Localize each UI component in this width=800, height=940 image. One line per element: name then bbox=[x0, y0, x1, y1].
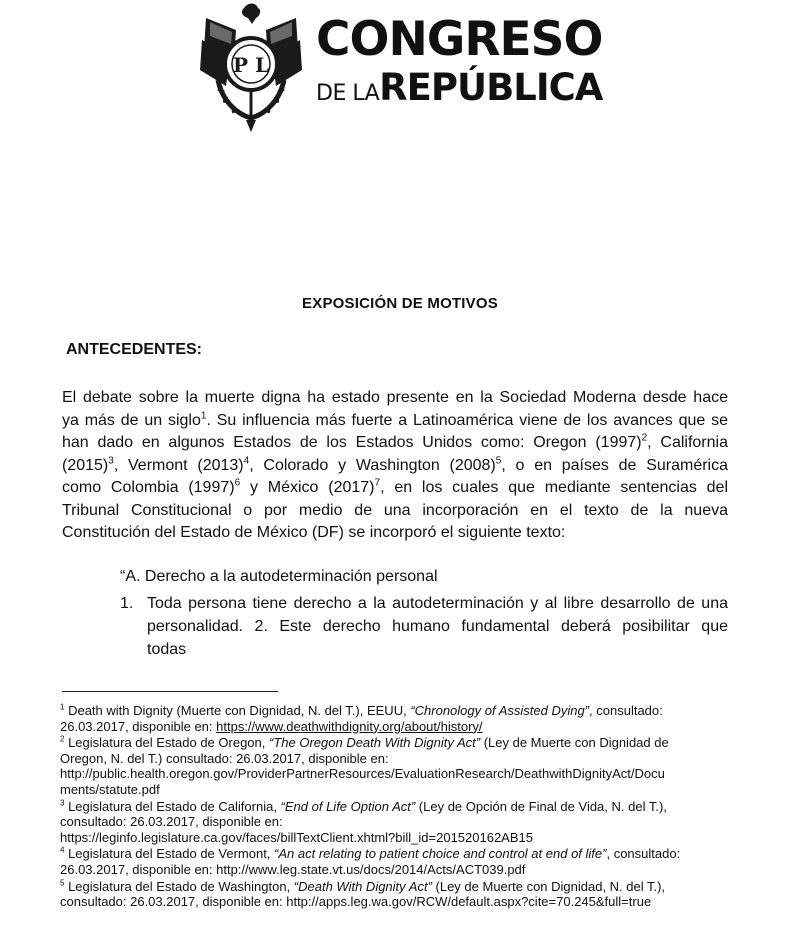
footnotes bbox=[60, 703, 740, 911]
wordmark-de-la: DE LA bbox=[316, 81, 380, 106]
footnote-ref[interactable]: 2 bbox=[641, 432, 648, 444]
paragraph-line: como Colombia $(1997)^6$ y México $(2017)^7$, en los cuales que mediante sentencias del bbox=[62, 477, 729, 496]
footnote-ref[interactable]: 4 bbox=[243, 455, 250, 467]
footnote-ref[interactable]: 6 bbox=[234, 477, 241, 489]
paragraph-line: han dado en algunos Estados de los Estados Unidos como: Oregon $(1997)^2$, California bbox=[62, 432, 728, 451]
seal-monogram: P L bbox=[232, 53, 270, 77]
paragraph-line: ya más de un siglo$^1$. Su influencia más fuerte a Latinoamérica viene de los avances que se bbox=[62, 410, 729, 429]
footnote: $^5$ Legislatura del Estado de Washington, “Death With Dignity Act” (Ley de Muerte con Dignidad, N. del T.), consultado: 26.03.2017, disponible en: http://apps.leg.wa.gov/RCW/default.aspx?cite=70.245&full=true bbox=[60, 878, 666, 910]
footnote-ref[interactable]: 3 bbox=[108, 455, 114, 467]
footnote-ref[interactable]: 5 bbox=[495, 455, 502, 467]
footnote-divider bbox=[62, 691, 278, 692]
footnote-link[interactable]: https://leginfo.legislature.ca.gov/faces/billTextClient.xhtml?bill_id=201520162AB15 bbox=[60, 829, 533, 845]
wordmark-republica: REPÚBLICA bbox=[379, 66, 603, 109]
paragraph-line: El debate sobre la muerte digna ha estado presente en la Sociedad Moderna desde hace bbox=[62, 389, 728, 406]
wordmark-congreso: CONGRESO bbox=[316, 12, 603, 67]
body-paragraph bbox=[62, 387, 728, 545]
list-line: personalidad. 2. Este derecho humano fundamental deberá posibilitar que bbox=[147, 618, 728, 635]
letterhead bbox=[196, 0, 616, 135]
paragraph-line: Tribunal Constitucional o por medio de una incorporación en el texto de la nueva bbox=[62, 501, 728, 519]
wordmark-republica-line bbox=[316, 68, 616, 116]
footnote-link[interactable]: https://www.deathwithdignity.org/about/history/ bbox=[216, 718, 483, 734]
footnote-ref[interactable]: 7 bbox=[374, 477, 381, 489]
footnote-ref[interactable]: 1 bbox=[200, 410, 207, 422]
section-heading: ANTECEDENTES: bbox=[66, 341, 203, 358]
list-text bbox=[147, 592, 728, 661]
list-line: Toda persona tiene derecho a la autodeterminación y al libre desarrollo de una bbox=[147, 595, 728, 612]
paragraph-line: Constitución del Estado de México (DF) se incorporó el siguiente texto: bbox=[62, 524, 566, 541]
list-line: todas bbox=[147, 641, 187, 658]
footnote: $^2$ Legislatura del Estado de Oregon, “The Oregon Death With Dignity Act” (Ley de Muerte con Dignidad de Oregon, N. del T.) consultado: 26.03.2017, disponible en: http://public.health.oregon.gov/ProviderPartnerResources/EvaluationResearch/DeathwithDignityAct/Docu ments/statute.pdf bbox=[60, 735, 740, 797]
footnote: $^4$ Legislatura del Estado de Vermont, “An act relating to patient choice and control at end of life”, consultado: 26.03.2017, disponible en: http://www.leg.state.vt.us/docs/2014/Acts/ACT039.pdf bbox=[60, 846, 681, 877]
coat-of-arms-icon bbox=[196, 0, 306, 135]
quote-heading: “A. Derecho a la autodeterminación personal bbox=[120, 568, 438, 585]
footnote-link[interactable]: http://public.health.oregon.gov/ProviderPartnerResources/EvaluationResearch/DeathwithDignityAct/Docu bbox=[60, 766, 665, 782]
list-number: 1. bbox=[120, 595, 134, 612]
wordmark bbox=[316, 12, 616, 116]
footnote: $^1$ Death with Dignity (Muerte con Dignidad, N. del T.), EEUU, “Chronology of Assisted Dying”, consultado: 26.03.2017, disponible en: https://www.deathwithdignity.org/about/history/ bbox=[60, 702, 663, 734]
paragraph-line: $(2015)^3$, Vermont $(2013)^4$, Colorado y Washington $(2008)^5$, o en países de Suramérica bbox=[62, 455, 729, 474]
footnote: $^3$ Legislatura del Estado de California, “End of Life Option Act” (Ley de Opción de Final de Vida, N. del T.), consultado: 26.03.2017, disponible en: https://leginfo.legislature.ca.gov/faces/billTextClient.xhtml?bill_id=201520162AB15 bbox=[60, 799, 740, 846]
document-title: EXPOSICIÓN DE MOTIVOS bbox=[302, 295, 498, 312]
